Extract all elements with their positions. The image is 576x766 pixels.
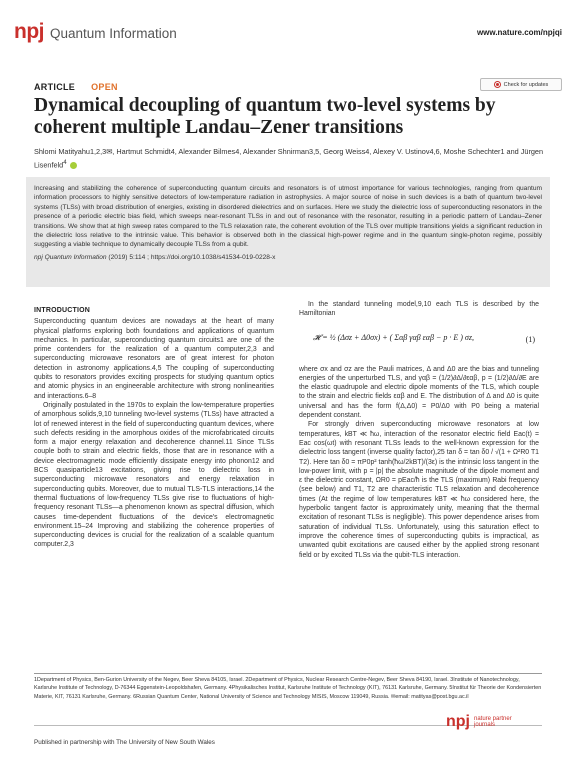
logo-journal-name: Quantum Information (50, 26, 177, 41)
article-type: ARTICLE (34, 82, 76, 92)
right-paragraph-3: For strongly driven superconducting microwave resonators at low temperatures, kBT ≪ ħω, interaction of the resonator electric field Eac(t) = Eac cos(ωt) with resonant TLSs leads to the well-known expression for the dielectric loss tangent (inverse quality factor),25 tan δ = tan δ0 / √(1 + Ω²R0 T1 T2). Here tan δ0 = πP0p² tanh(ħω/2kBT)/(3ε) is the intrinsic loss tangent in the low-power limit, with p = |p| the absolute magnitude of the dipole moment and ε the dielectric constant, ΩR0 = pEac/ħ is the TLS (maximum) Rabi frequency (see below) and T1, T2 are characteristic TLS relaxation and decoherence times (At the regime of low temperatures kBT ≪ ħω considered here, the hyperbolic tangent factor is approximately unity, meaning that the thermal excitation of resonant TLSs is negligible). This power dependence arises from saturation of individual TLSs. Unfortunately, using this saturation effect to improve the coherence times of superconducting qubits is impractical, as unwanted qubit excitations are caused either by the applied strong resonant field or by excited TLSs via the qubit-TLS interaction. (299, 421, 539, 559)
body-column-left (34, 300, 274, 550)
check-updates-icon (494, 81, 501, 88)
logo-npj: npj (14, 20, 44, 43)
authors-text: Shlomi Matityahu1,2,3✉, Hartmut Schmidt4, Alexander Bilmes4, Alexander Shnirman3,5, Georg Weiss4, Alexey V. Ustinov4,6, Moshe Schechter1 and Jürgen Lisenfeld (34, 147, 544, 170)
footer-partner-line2: journals (474, 722, 496, 728)
section-heading-introduction: INTRODUCTION (34, 307, 91, 314)
footer-logo-partner-text (474, 716, 512, 729)
abstract-text: Increasing and stabilizing the coherence of superconducting quantum circuits and resonators is of utmost importance for various technologies, ranging from quantum information processors to highly sensitive detectors of low-temperature radiation in astrophysics. A major source of noise in such devices is a bath of quantum two-level systems (TLSs) with broad distribution of energies, existing in disordered dielectrics and on surfaces. Here we study the dielectric loss of superconducting resonators in the presence of a periodic electric bias field, which sweeps near-resonant TLSs in and out of resonance with the resonator, resulting in a periodic pattern of Landau–Zener transitions. We show that at high sweep rates compared to the TLS relaxation rate, the coherent evolution of the TLS over multiple transitions yields a significant reduction in the dielectric loss relative to the intrinsic value. This behavior is observed both in the classical high-power regime and in the quantum single-photon regime, possibly suggesting a viable technique to dynamically decouple TLSs from a qubit. (34, 185, 542, 249)
citation-line (34, 253, 542, 262)
equation-1 (299, 325, 539, 359)
check-updates-label: Check for updates (503, 81, 549, 88)
article-title: Dynamical decoupling of quantum two-level systems by coherent multiple Landau–Zener transitions (34, 95, 496, 138)
published-in-partnership: Published in partnership with The University of New South Wales (34, 739, 215, 746)
authors-last-affiliation: 4 (63, 159, 67, 166)
abstract-box (26, 177, 550, 287)
intro-paragraph-1: Superconducting quantum devices are nowadays at the heart of many physical platforms exploring both foundations and applications of quantum mechanics. In particular, superconducting quantum circuits1 are one of the prime contenders for the realization of a quantum computer,2,3 and superconducting microwave resonators are of great interest for photon detection in astronomy applications.4,5 The coupling of superconducting qubits to resonators provides exciting prospects for studying quantum optics and atomic physics in an engineerable architecture with strong nonlinearities and interactions.6–8 (34, 318, 274, 400)
right-paragraph-1: In the standard tunneling model,9,10 each TLS is described by the Hamiltonian (299, 301, 539, 318)
citation-journal: npj Quantum Information (34, 253, 107, 261)
site-url-link[interactable]: www.nature.com/npjqi (476, 28, 562, 37)
citation-doi-link[interactable]: (2019) 5:114 ; https://doi.org/10.1038/s41534-019-0228-x (108, 253, 276, 261)
nature-partner-journals-logo[interactable] (446, 713, 512, 731)
footer-partner-line1: nature partner (474, 715, 512, 722)
intro-paragraph-2: Originally postulated in the 1970s to explain the low-temperature properties of amorphous solids,9,10 tunneling two-level systems (TLSs) have attracted a lot of renewed interest in the field of superconducting quantum devices, where such defects residing in the amorphous oxides of the microfabricated circuits form a major energy relaxation and decoherence channel.11 Since TLSs couple both to strain and electric fields, those that are in resonance with a device electromagnetic mode efficiently dissipate energy into phonon12 and BCS quasiparticle13 excitations, giving rise to dielectric loss in superconducting microwave resonators and energy relaxation in superconducting qubits. Moreover, due to mutual TLS-TLS interactions,14 the thermal fluctuations of low-frequency TLSs give rise to fluctuations of high-frequency resonant TLSs—a phenomenon known as spectral diffusion, which causes time-dependent fluctuations of the device's electromagnetic environment.15–24 Improving and stabilizing the coherence properties of superconducting devices is crucial for the realization of a scalable quantum computer.2,3 (34, 401, 274, 549)
hamiltonian-equation: 𝓗 = ½ (Δσz + Δ0σx) + ( Σαβ γαβ εαβ − p · E ) σz, (313, 332, 474, 342)
body-column-right (299, 300, 539, 560)
open-access-badge: OPEN (91, 82, 118, 92)
orcid-icon[interactable] (70, 162, 77, 169)
author-list (34, 146, 544, 170)
equation-number: (1) (525, 334, 535, 344)
journal-header (0, 0, 576, 72)
right-paragraph-2: where σx and σz are the Pauli matrices, Δ and Δ0 are the bias and tunneling energies of the unperturbed TLS, and γαβ = (1/2)∂Δ/∂εαβ, p = (1/2)∂Δ/∂E are the elastic quadrupole and electric dipole moments of the TLS, which couple to the strain and electric fields εαβ and E. The distribution of Δ and Δ0 is quite universal and has the form f(Δ,Δ0) = P0/Δ0 with P0 being a material dependent constant. (299, 365, 539, 420)
affiliations-footnote: 1Department of Physics, Ben-Gurion University of the Negev, Beer Sheva 84105, Israel. 2Department of Physics, Nuclear Research Centre-Negev, Beer Sheva 84190, Israel. 3Institute of Nanotechnology, Karlsruhe Institute of Technology, D-76344 Eggenstein-Leopoldshafen, Germany. 4Physikalisches Institut, Karlsruhe Institute of Technology (KIT), 76131 Karlsruhe, Germany. 5Institut für Theorie der Kondensierten Materie, KIT, 76131 Karlsruhe, Germany. 6Russian Quantum Center, National University of Science and Technology MISIS, Moscow 119049, Russia. ✉email: matityas@post.bgu.ac.il (34, 677, 542, 700)
journal-logo[interactable] (14, 20, 177, 44)
article-type-tag (34, 82, 118, 92)
check-for-updates-button[interactable] (480, 78, 562, 91)
footnote-divider (34, 673, 542, 674)
footer-logo-npj: npj (446, 713, 470, 730)
